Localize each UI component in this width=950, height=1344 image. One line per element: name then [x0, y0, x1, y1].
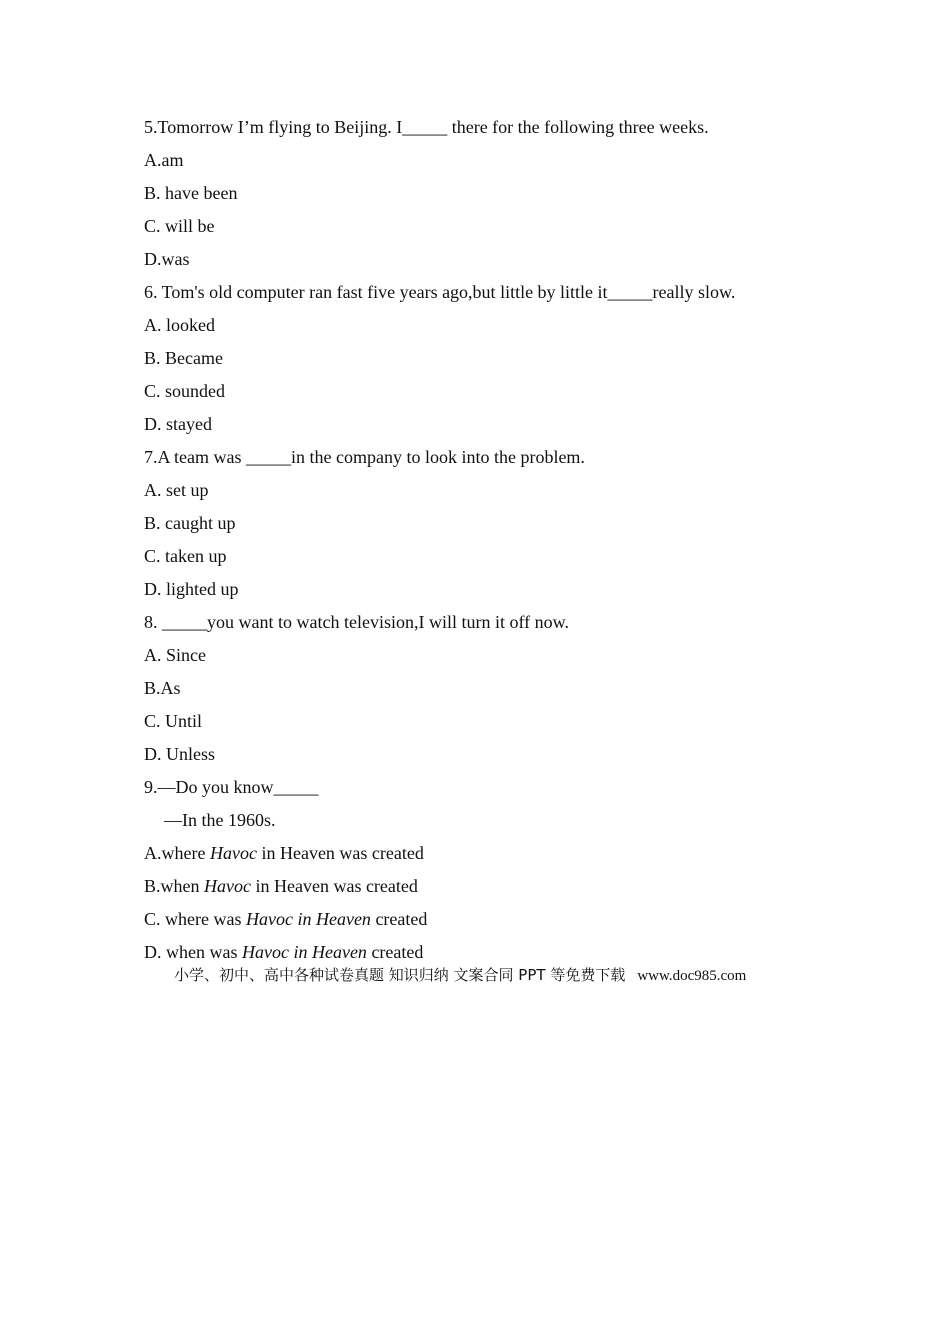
answer-option: A.am — [144, 150, 184, 170]
question-stem: 8. _____you want to watch television,I will turn it off now. — [144, 612, 569, 632]
answer-option: C. Until — [144, 711, 203, 731]
option-italic-title: Havoc — [204, 876, 251, 896]
option-suffix: in Heaven was created — [250, 876, 418, 896]
answer-option — [144, 906, 844, 939]
option-suffix: created — [370, 909, 428, 929]
option-prefix: D. when was — [144, 942, 242, 962]
option-prefix: A.where — [144, 843, 210, 863]
question-stem: 6. Tom's old computer ran fast five years ago,but little by little it_____really slow. — [144, 282, 736, 302]
answer-option: C. taken up — [144, 546, 227, 566]
answer-option — [144, 840, 844, 873]
answer-option — [144, 873, 844, 906]
question-stem: 7.A team was _____in the company to look into the problem. — [144, 447, 585, 467]
answer-option: D. stayed — [144, 414, 212, 434]
question-stem: 5.Tomorrow I’m flying to Beijing. I_____ there for the following three weeks. — [144, 117, 709, 137]
option-suffix: created — [366, 942, 424, 962]
footer-text: 小学、初中、高中各种试卷真题 知识归纳 文案合同 PPT 等免费下载 — [174, 966, 626, 984]
answer-option: B. have been — [144, 183, 238, 203]
question-stem: 9.—Do you know_____ — [144, 777, 319, 797]
dialog-reply: —In the 1960s. — [164, 810, 276, 830]
answer-option: B.As — [144, 678, 181, 698]
answer-option: B. Became — [144, 348, 223, 368]
question-list — [144, 114, 844, 972]
option-italic-title: Havoc — [209, 843, 257, 863]
option-prefix: B.when — [144, 876, 204, 896]
option-suffix: in Heaven was created — [256, 843, 424, 863]
answer-option: A. set up — [144, 480, 209, 500]
option-italic-title: Havoc in Heaven — [241, 942, 367, 962]
answer-option: B. caught up — [144, 513, 236, 533]
answer-option: D.was — [144, 249, 190, 269]
option-italic-title: Havoc in Heaven — [245, 909, 371, 929]
answer-option: C. will be — [144, 216, 215, 236]
footer-url: www.doc985.com — [637, 968, 747, 984]
answer-option: D. lighted up — [144, 579, 239, 599]
answer-option: C. sounded — [144, 381, 225, 401]
answer-option: A. Since — [144, 645, 206, 665]
answer-option: A. looked — [144, 315, 215, 335]
answer-option: D. Unless — [144, 744, 215, 764]
page-footer — [174, 964, 746, 985]
option-prefix: C. where was — [144, 909, 246, 929]
